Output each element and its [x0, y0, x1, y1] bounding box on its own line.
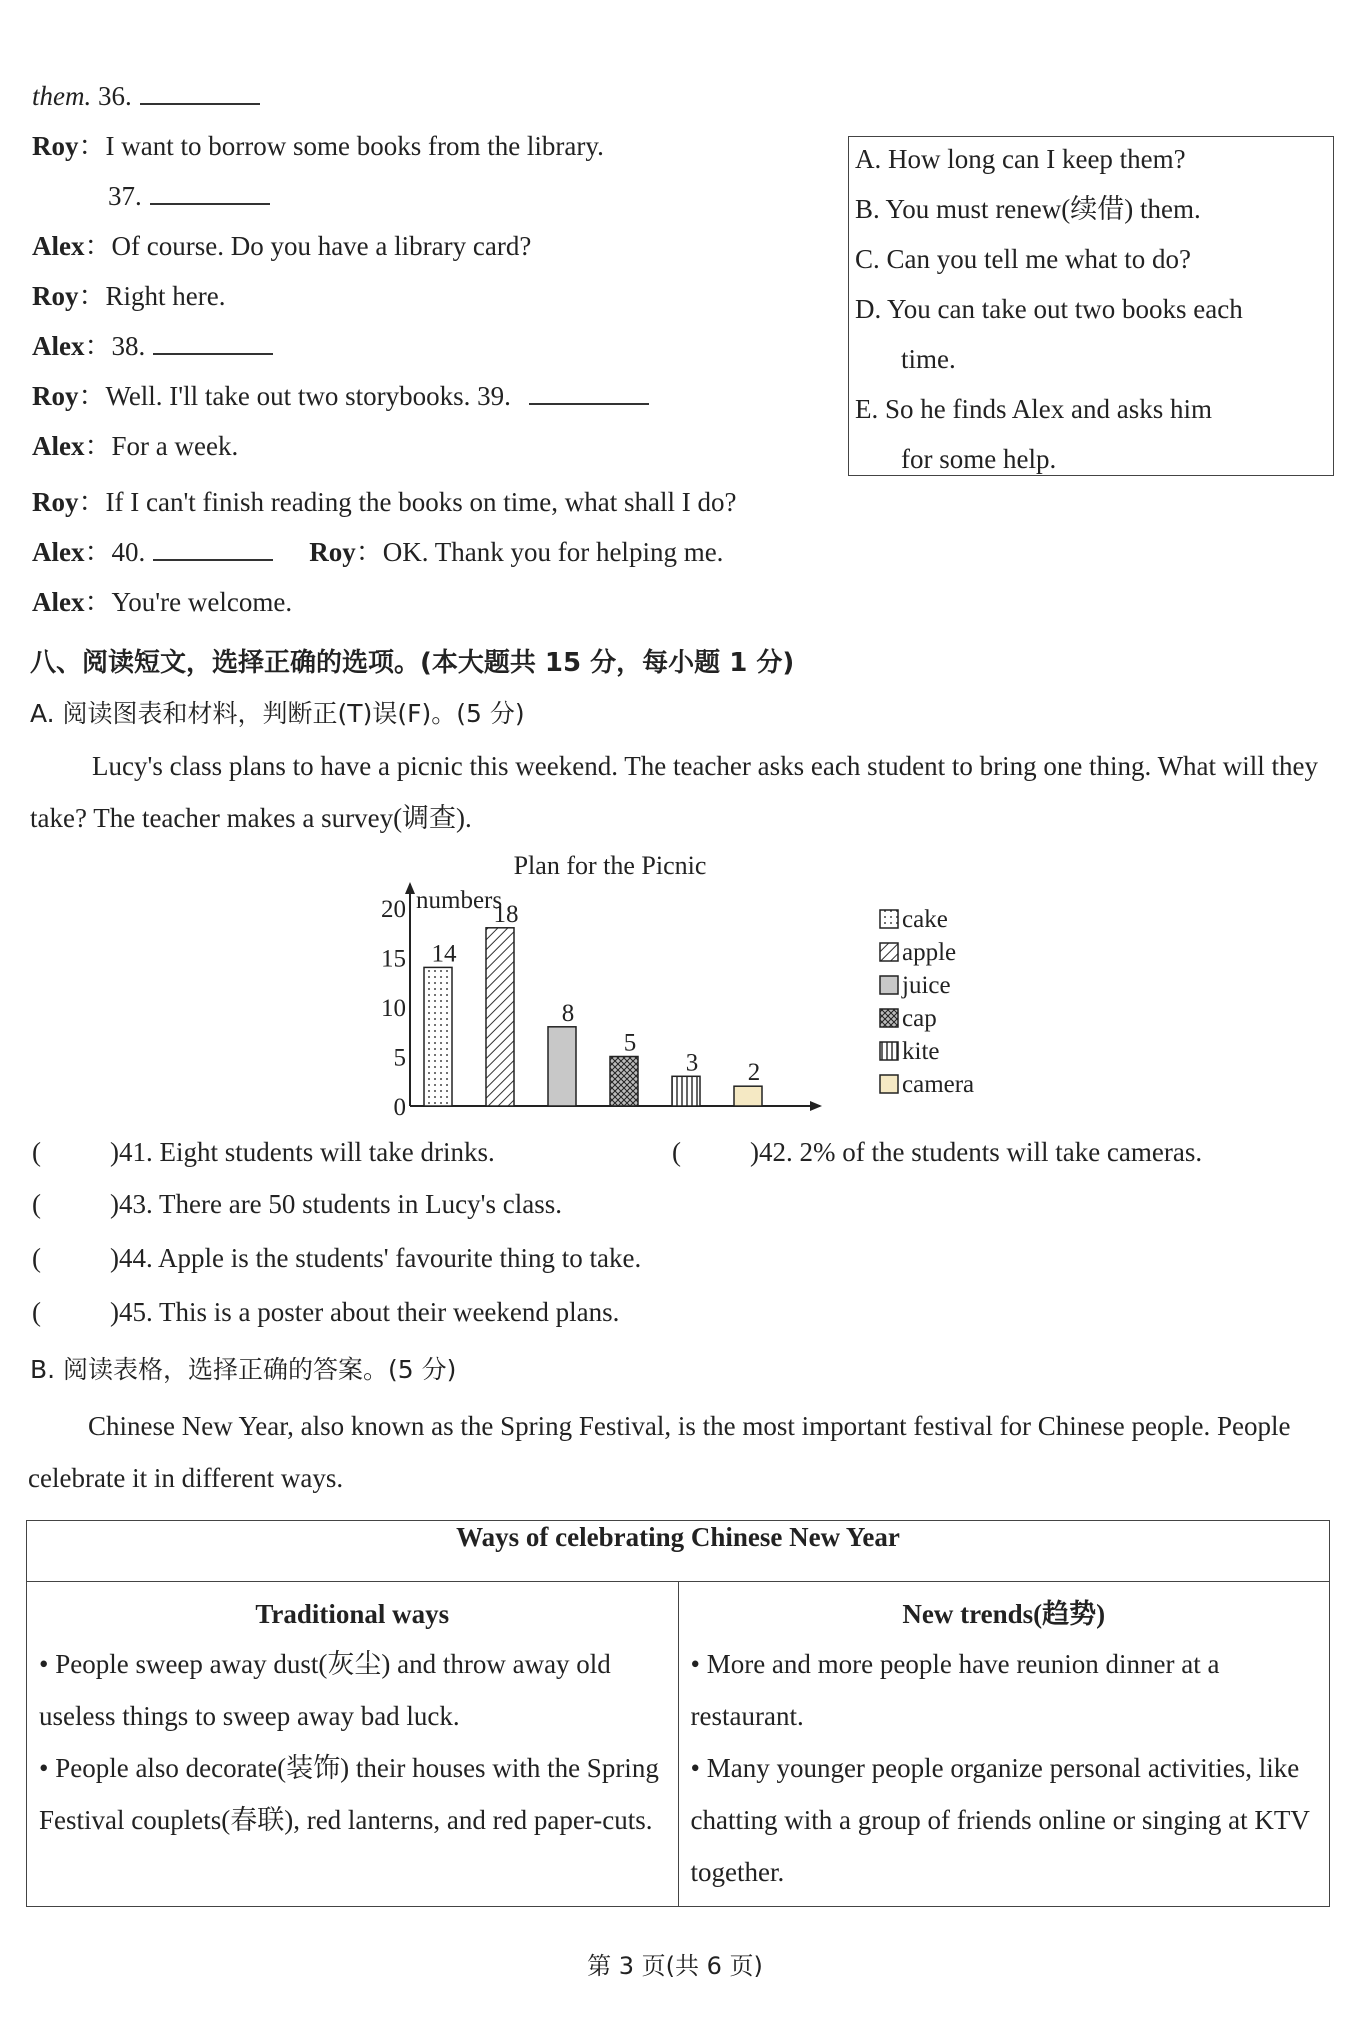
table-title: Ways of celebrating Chinese New Year: [27, 1521, 1330, 1582]
celebration-table: [26, 1520, 1330, 1907]
y-tick-label: 0: [393, 1094, 406, 1121]
bar-value-label: 3: [685, 1049, 699, 1077]
dialogue-line: Roy：Right here.: [32, 281, 226, 311]
option-c: C. Can you tell me what to do?: [855, 244, 1191, 274]
legend-swatch-cake: [880, 910, 898, 928]
option-e: E. So he finds Alex and asks him: [855, 394, 1212, 424]
question-44: ( )44. Apple is the students' favourite thing to take.: [32, 1240, 641, 1276]
question-41: ( )41. Eight students will take drinks.: [32, 1134, 495, 1170]
bar-kite: [672, 1076, 700, 1106]
table-bullet: • Many younger people organize personal activities, like chatting with a group of friends online or singing at KTV together.: [690, 1753, 1310, 1887]
dialogue-line-37: 37.: [108, 178, 270, 214]
chart-bars: [424, 901, 762, 1106]
answer-blank-37[interactable]: [150, 179, 270, 205]
answer-paren-41[interactable]: (: [32, 1137, 41, 1167]
table-bullet: • People also decorate(装饰) their houses with the Spring Festival couplets(春联), red lanterns, and red paper-cuts.: [39, 1753, 659, 1835]
option-a: A. How long can I keep them?: [855, 144, 1186, 174]
legend-label-camera: camera: [902, 1071, 975, 1098]
legend-swatch-kite: [880, 1042, 898, 1060]
bar-camera: [734, 1086, 762, 1106]
bar-cap: [610, 1057, 638, 1107]
y-tick-label: 20: [381, 896, 406, 923]
legend-label-juice: juice: [902, 972, 951, 999]
answer-blank-39[interactable]: [529, 379, 649, 405]
dialogue-line-38: Alex：38.: [32, 328, 273, 364]
chart-title: Plan for the Picnic: [513, 851, 707, 880]
question-45: ( )45. This is a poster about their weekend plans.: [32, 1294, 619, 1330]
bar-value-label: 2: [747, 1059, 761, 1087]
table-bullet: • More and more people have reunion dinner at a restaurant.: [690, 1649, 1220, 1731]
dialogue-line: Roy：I want to borrow some books from the library.: [32, 131, 604, 161]
part-b-paragraph: Chinese New Year, also known as the Spring Festival, is the most important festival for Chinese people. People celebrate it in different ways.: [28, 1411, 1291, 1493]
chart-y-ticks: [381, 896, 406, 1121]
bar-value-label: 18: [493, 900, 519, 928]
dialogue-line: Alex：For a week.: [32, 431, 239, 461]
dialogue-line-39: Roy：Well. I'll take out two storybooks. 39.: [32, 378, 649, 414]
legend-label-cap: cap: [902, 1005, 937, 1032]
bar-apple: [486, 928, 514, 1106]
legend-swatch-apple: [880, 943, 898, 961]
answer-paren-43[interactable]: (: [32, 1189, 41, 1219]
table-header-traditional: Traditional ways: [255, 1599, 450, 1629]
bar-value-label: 8: [561, 999, 575, 1027]
option-d: D. You can take out two books each: [855, 294, 1243, 324]
dialogue-line: Alex：Of course. Do you have a library card?: [32, 231, 532, 261]
bar-juice: [548, 1027, 576, 1106]
part-b-title: B. 阅读表格，选择正确的答案。(5 分): [30, 1355, 457, 1384]
answer-paren-44[interactable]: (: [32, 1243, 41, 1273]
dialogue-line: Alex：You're welcome.: [32, 587, 293, 617]
y-tick-label: 5: [393, 1044, 406, 1072]
legend-label-kite: kite: [902, 1038, 940, 1065]
answer-blank-40[interactable]: [153, 535, 273, 561]
legend-swatch-camera: [880, 1075, 898, 1093]
question-43: ( )43. There are 50 students in Lucy's class.: [32, 1186, 562, 1222]
part-a-title: A. 阅读图表和材料，判断正(T)误(F)。(5 分): [30, 699, 525, 728]
option-d-cont: time.: [901, 344, 956, 374]
x-axis-arrow: [810, 1101, 822, 1111]
option-e-cont: for some help.: [901, 444, 1057, 474]
dialogue-line: Roy：If I can't finish reading the books on time, what shall I do?: [32, 487, 737, 517]
legend-swatch-cap: [880, 1009, 898, 1027]
answer-paren-42[interactable]: (: [672, 1137, 681, 1167]
dialogue-line-36: them. 36.: [32, 78, 260, 114]
question-42: ( )42. 2% of the students will take cameras.: [672, 1134, 1202, 1170]
legend-swatch-juice: [880, 976, 898, 994]
table-cell-traditional: [27, 1582, 679, 1907]
y-tick-label: 15: [381, 945, 406, 973]
legend-label-apple: apple: [902, 939, 957, 966]
chart-legend: [880, 906, 974, 1098]
table-cell-new-trends: [678, 1582, 1330, 1907]
legend-label-cake: cake: [902, 906, 948, 933]
answer-blank-36[interactable]: [140, 79, 260, 105]
bar-value-label: 14: [431, 940, 457, 968]
chart-y-label: numbers: [416, 887, 503, 914]
table-header-new-trends: New trends(趋势): [902, 1599, 1106, 1629]
picnic-bar-chart: [300, 848, 1030, 1128]
y-tick-label: 10: [381, 995, 406, 1022]
table-bullet: • People sweep away dust(灰尘) and throw away old useless things to sweep away bad luck.: [39, 1649, 611, 1731]
answer-paren-45[interactable]: (: [32, 1297, 41, 1327]
part-a-paragraph: Lucy's class plans to have a picnic this weekend. The teacher asks each student to bring one thing. What will they take? The teacher makes a survey(调查).: [30, 751, 1319, 833]
options-box: [848, 136, 1334, 476]
bar-cake: [424, 967, 452, 1106]
option-b: B. You must renew(续借) them.: [855, 194, 1201, 224]
y-axis-arrow: [405, 882, 415, 894]
section-title: 八、阅读短文，选择正确的选项。(本大题共 15 分，每小题 1 分): [30, 648, 795, 678]
bar-value-label: 5: [623, 1029, 637, 1057]
page-footer: 第 3 页(共 6 页): [587, 1952, 763, 1980]
dialogue-line-40: Alex：40. Roy：OK. Thank you for helping me.: [32, 537, 724, 567]
answer-blank-38[interactable]: [153, 329, 273, 355]
